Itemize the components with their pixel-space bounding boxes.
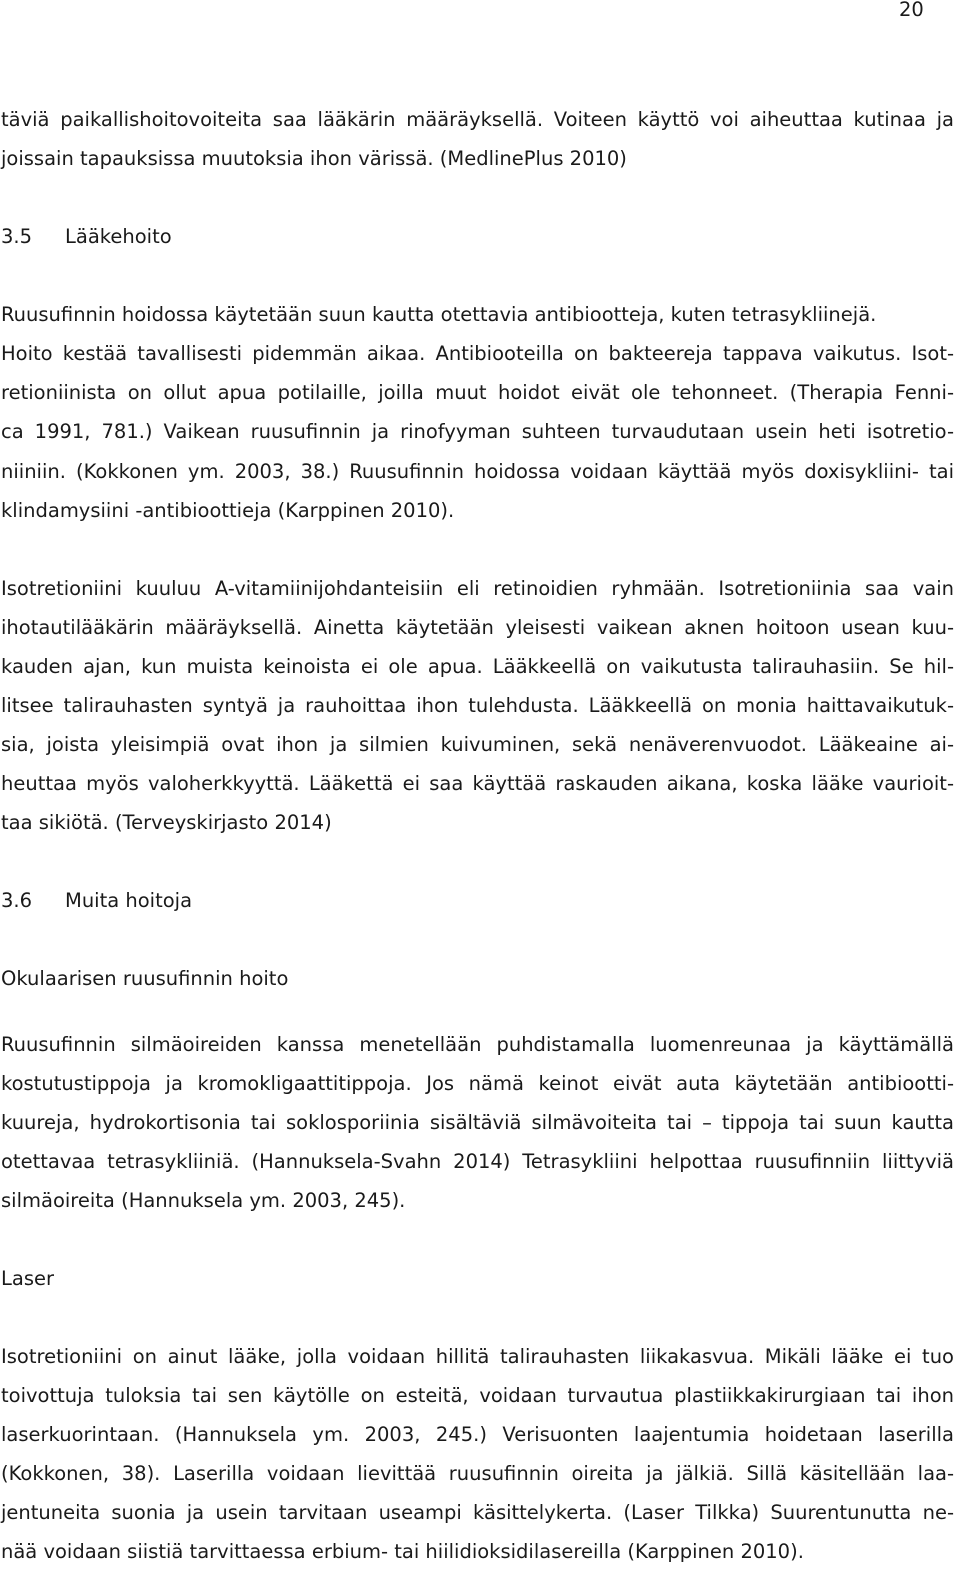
text-line: jentuneita suonia ja usein tarvitaan useampi käsittelykerta. (Laser Tilkka) Suurentunutta ne- [1, 1501, 954, 1524]
page-number: 20 [899, 0, 924, 21]
text-line: Hoito kestää tavallisesti pidemmän aikaa. Antibiooteilla on bakteereja tappava vaikutus. Isot- [1, 342, 954, 365]
text-line: Isotretioniini kuuluu A-vitamiinijohdanteisiin eli retinoidien ryhmään. Isotretioniinia saa vain [1, 577, 954, 600]
text-line: Ruusufinnin silmäoireiden kanssa menetellään puhdistamalla luomenreunaa ja käyttämällä [1, 1033, 954, 1056]
section-number: 3.5 [1, 225, 33, 248]
text-line: Ruusufinnin hoidossa käytetään suun kautta otettavia antibiootteja, kuten tetrasykliinejä. [1, 303, 877, 326]
section-number: 3.6 [1, 889, 33, 912]
text-line: kuureja, hydrokortisonia tai soklosporiinia sisältäviä silmävoiteita tai – tippoja tai suun kautta [1, 1111, 954, 1134]
text-line: Isotretioniini on ainut lääke, jolla voidaan hillitä talirauhasten liikakasvua. Mikäli lääke ei tuo [1, 1345, 954, 1368]
text-line: toivottuja tuloksia tai sen käytölle on esteitä, voidaan turvautua plastiikkakirurgiaan tai ihon [1, 1384, 954, 1407]
text-line: täviä paikallishoitovoiteita saa lääkärin määräyksellä. Voiteen käyttö voi aiheuttaa kutinaa ja [1, 108, 954, 131]
text-line: joissain tapauksissa muutoksia ihon värissä. (MedlinePlus 2010) [1, 147, 627, 170]
text-line: (Kokkonen, 38). Laserilla voidaan lievittää ruusufinnin oireita ja jälkiä. Sillä käsitellään laa- [1, 1462, 954, 1485]
text-line: ihotautilääkärin määräyksellä. Ainetta käytetään yleisesti vaikean aknen hoitoon usean kuu- [1, 616, 954, 639]
section-title: Lääkehoito [65, 225, 172, 248]
text-line: taa sikiötä. (Terveyskirjasto 2014) [1, 811, 332, 834]
text-line: kostutustippoja ja kromokligaattitippoja. Jos nämä keinot eivät auta käytetään antibiootti- [1, 1072, 954, 1095]
section-heading [1, 891, 192, 911]
text-line: otettavaa tetrasykliiniä. (Hannuksela-Svahn 2014) Tetrasykliini helpottaa ruusufinniin liittyviä [1, 1150, 954, 1173]
text-line: nää voidaan siistiä tarvittaessa erbium- tai hiilidioksidilasereilla (Karppinen 2010). [1, 1540, 804, 1563]
text-line: litsee talirauhasten syntyä ja rauhoittaa ihon tulehdusta. Lääkkeellä on monia haittavaikutuk- [1, 694, 954, 717]
section-title: Muita hoitoja [65, 889, 193, 912]
text-line: retioniinista on ollut apua potilaille, joilla muut hoidot eivät ole tehonneet. (Therapia Fenni- [1, 381, 954, 404]
section-heading [1, 227, 172, 247]
text-line: Okulaarisen ruusufinnin hoito [1, 967, 289, 990]
text-line: klindamysiini -antibioottieja (Karppinen 2010). [1, 499, 455, 522]
text-line: laserkuorintaan. (Hannuksela ym. 2003, 245.) Verisuonten laajentumia hoidetaan laserilla [1, 1423, 954, 1446]
text-line: heuttaa myös valoherkkyyttä. Lääkettä ei saa käyttää raskauden aikana, koska lääke vaurioit- [1, 772, 954, 795]
text-line: kauden ajan, kun muista keinoista ei ole apua. Lääkkeellä on vaikutusta talirauhasiin. Se hil- [1, 655, 954, 678]
text-line: Laser [1, 1267, 54, 1290]
text-line: ca 1991, 781.) Vaikean ruusufinnin ja rinofyyman suhteen turvaudutaan usein heti isotretio- [1, 420, 954, 443]
text-line: sia, joista yleisimpiä ovat ihon ja silmien kuivuminen, sekä nenäverenvuodot. Lääkeaine ai- [1, 733, 954, 756]
text-line: silmäoireita (Hannuksela ym. 2003, 245). [1, 1189, 406, 1212]
text-line: niiniin. (Kokkonen ym. 2003, 38.) Ruusufinnin hoidossa voidaan käyttää myös doxisykliini- tai [1, 460, 954, 483]
